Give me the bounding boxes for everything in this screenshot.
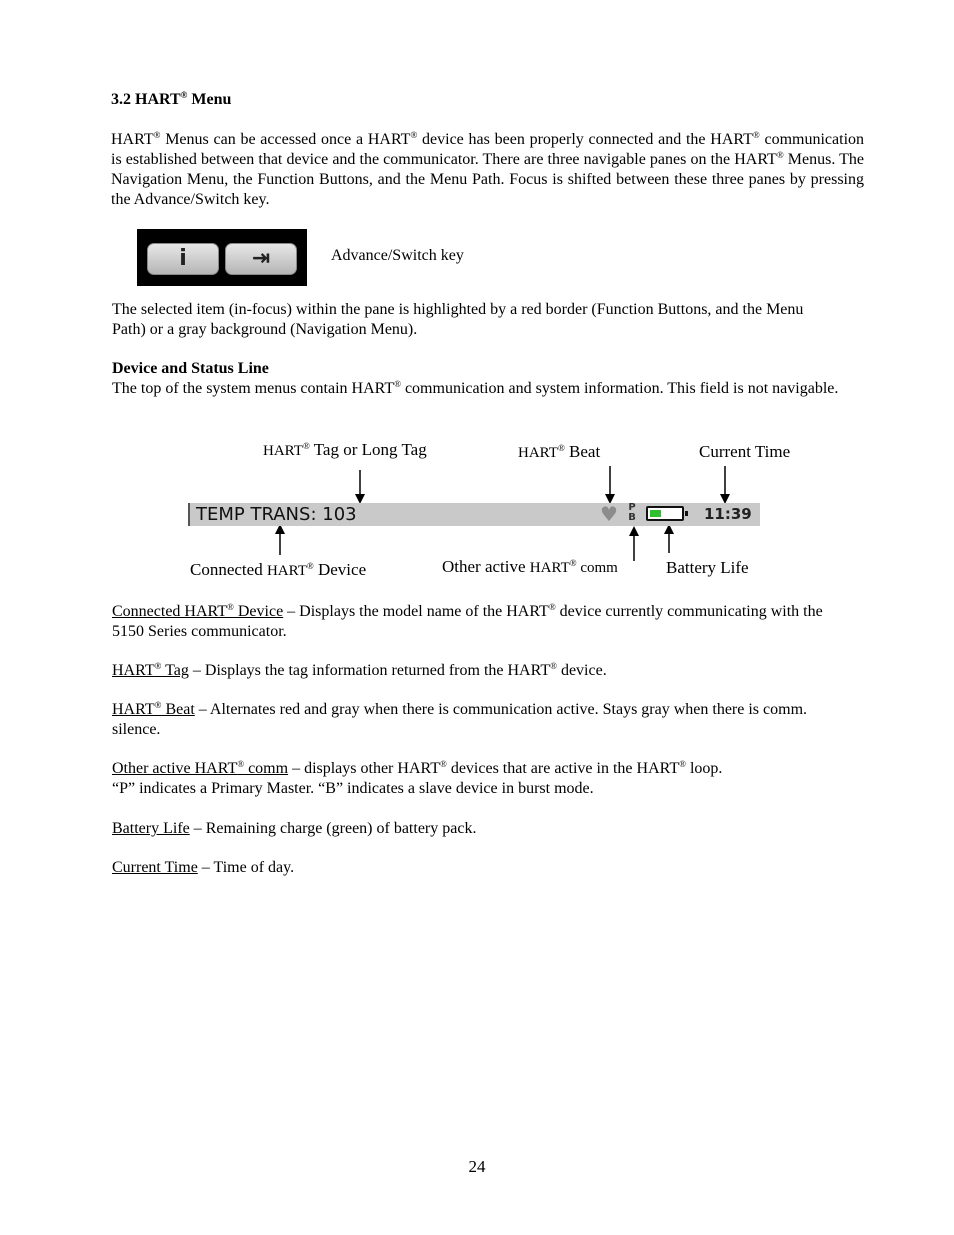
hart-beat-heart-icon: ♥ (600, 502, 618, 526)
page-number: 24 (468, 1157, 486, 1176)
advance-switch-key-image (137, 229, 307, 286)
info-key (147, 243, 219, 275)
key-caption: Advance/Switch key (331, 247, 464, 264)
definition-other-active-comm: Other active HART® comm – displays other HART® devices that are active in the HART® loop. “P” indicates a Primary Master. “B” indicates a slave device in burst mode. (112, 759, 852, 799)
battery-terminal (685, 511, 688, 516)
section-heading: 3.2 HART® Menu (111, 90, 232, 108)
term-other-active-comm: Other active HART® comm (112, 759, 289, 777)
term-battery-life: Battery Life (112, 820, 190, 837)
term-hart-tag: HART® Tag (112, 661, 189, 679)
arrow-down-time (715, 466, 735, 506)
intro-paragraph: HART® Menus can be accessed once a HART® device has been properly connected and the HART® communication is established between that device and the communicator. There are three navigable panes on the HART® Menus. The Navigation Menu, the Function Buttons, and the Menu Path. Focus is shifted between these three panes by pressing the Advance/Switch key. (111, 130, 865, 208)
arrow-down-tag (350, 470, 370, 506)
device-status-bar (188, 503, 760, 526)
advance-arrow-icon: ⇥ (251, 246, 271, 271)
status-line-heading: Device and Status Line (112, 360, 269, 377)
definition-hart-tag: HART® Tag – Displays the tag information returned from the HART® device. (112, 661, 607, 679)
arrow-up-device (270, 524, 290, 556)
definition-hart-beat: HART® Beat – Alternates red and gray when there is communication active. Stays gray when there is comm. silence. (112, 700, 808, 738)
device-tag-text: TEMP TRANS: 103 (196, 504, 357, 525)
battery-icon (646, 506, 684, 521)
arrow-up-comm (624, 526, 644, 562)
term-hart-beat: HART® Beat (112, 700, 195, 718)
info-icon: i (179, 246, 187, 271)
arrow-up-battery (659, 524, 679, 554)
term-current-time: Current Time (112, 859, 198, 876)
advance-key (225, 243, 297, 275)
burst-mode-letter: B (628, 512, 636, 523)
term-connected-device: Connected HART® Device (112, 602, 284, 620)
arrow-down-beat (600, 466, 620, 506)
label-battery-life: Battery Life (666, 558, 749, 577)
label-hart-beat: HART® Beat (518, 442, 601, 461)
primary-master-letter: P (628, 502, 636, 513)
label-current-time: Current Time (699, 442, 791, 461)
label-hart-tag: HART® Tag or Long Tag (263, 440, 427, 459)
focus-paragraph: The selected item (in-focus) within the pane is highlighted by a red border (Function Buttons, and the Menu Path) or a gray background (Navigation Menu). (112, 301, 804, 338)
definition-pb-line: “P” indicates a Primary Master. “B” indicates a slave device in burst mode. (112, 780, 594, 797)
label-connected-device: Connected HART® Device (190, 560, 367, 579)
battery-charge-fill (650, 510, 661, 517)
status-line-paragraph: The top of the system menus contain HART® communication and system information. This field is not navigable. (112, 379, 839, 397)
active-comm-indicator (627, 503, 637, 523)
definition-connected-device: Connected HART® Device – Displays the model name of the HART® device currently communicating with the 5150 Series communicator. (112, 602, 823, 640)
definition-current-time: Current Time – Time of day. (112, 859, 295, 876)
definition-battery-life: Battery Life – Remaining charge (green) of battery pack. (112, 820, 477, 837)
status-time: 11:39 (704, 505, 752, 523)
label-other-active-comm: Other active HART® comm (442, 557, 618, 576)
